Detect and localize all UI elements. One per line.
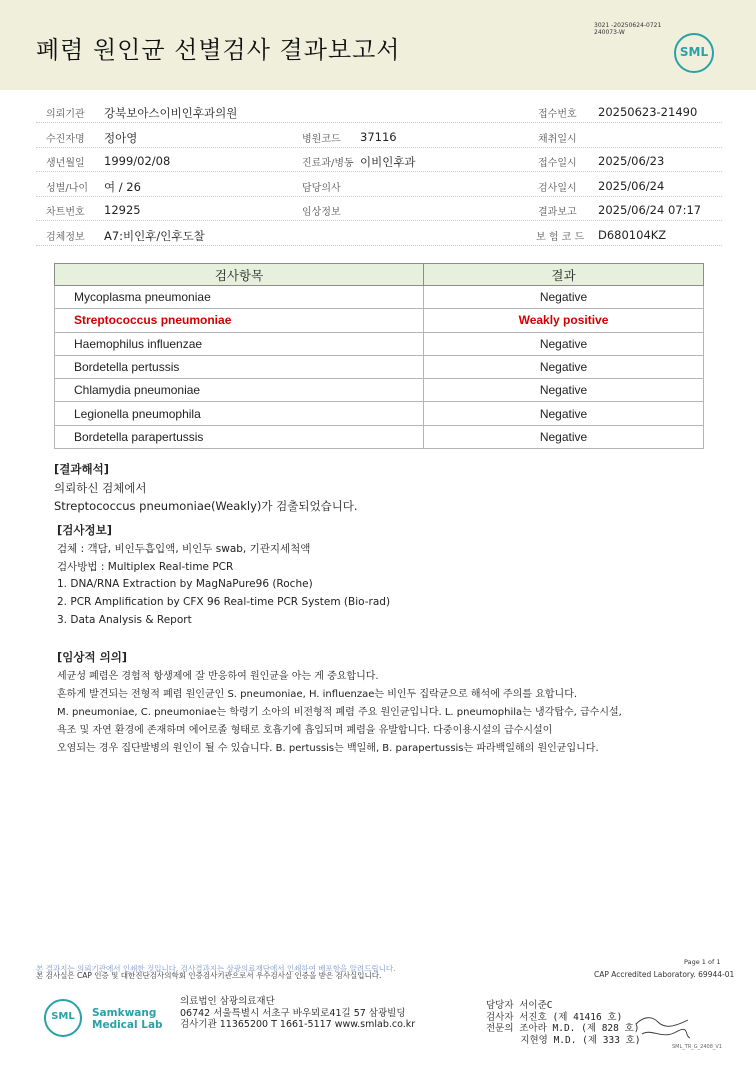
table-row-positive — [55, 309, 704, 332]
test-info-step: 2. PCR Amplification by CFX 96 Real-time PCR System (Bio-rad) — [57, 596, 391, 608]
clinical-meaning-line: 흔하게 발견되는 전형적 폐렴 원인균인 S. pneumoniae, H. influenzae는 비인두 집락균으로 해석에 주의를 요합니다. — [57, 689, 578, 700]
results-header-row — [55, 264, 704, 286]
organization-info — [180, 996, 415, 1031]
test-result: Negative — [424, 425, 704, 448]
signatory-line: 지현영 M.D. (제 333 호) — [486, 1034, 641, 1046]
report-header — [0, 0, 756, 90]
test-info-step: 3. Data Analysis & Report — [57, 614, 192, 626]
footer-notice: 본 결과지는 의뢰기관에서 인쇄한 것입니다. 검사결과지는 삼광의료재단에서 인쇄하여 배포함을 알려드립니다. — [36, 964, 396, 973]
test-result: Negative — [424, 332, 704, 355]
cap-accreditation: CAP Accredited Laboratory. 69944-01 — [594, 970, 735, 979]
info-row — [36, 197, 722, 221]
test-result: Negative — [424, 286, 704, 309]
info-row — [36, 173, 722, 197]
chart-no-value: 12925 — [104, 203, 141, 217]
birth-value: 1999/02/08 — [104, 154, 171, 168]
signatory-line: 담당자 서이준C — [486, 1000, 553, 1011]
name-label: 수진자명 — [46, 133, 85, 145]
table-row — [55, 425, 704, 448]
test-result: Weakly positive — [424, 309, 704, 332]
test-item: Mycoplasma pneumoniae — [55, 286, 424, 309]
test-result: Negative — [424, 402, 704, 425]
col-item-header: 검사항목 — [55, 264, 424, 286]
test-date-label: 검사일시 — [538, 182, 577, 194]
test-item: Chlamydia pneumoniae — [55, 379, 424, 402]
test-info-step: 1. DNA/RNA Extraction by MagNaPure96 (Roche) — [57, 578, 313, 590]
document-id-line-2: 240073-W — [594, 29, 625, 36]
specimen-label: 검체정보 — [46, 231, 85, 243]
report-date-label: 결과보고 — [538, 207, 577, 218]
hospital-code-label: 병원코드 — [302, 133, 341, 145]
samkwang-name — [92, 1007, 163, 1031]
report-date-value: 2025/06/24 07:17 — [598, 203, 702, 217]
sex-age-label: 성별/나이 — [46, 182, 89, 194]
org-name: 의료법인 삼광의료재단 — [180, 996, 275, 1007]
test-item: Legionella pneumophila — [55, 402, 424, 425]
signatory-line: 전문의 조아라 M.D. (제 828 호) — [486, 1023, 640, 1034]
institution-value: 강북보아스이비인후과의원 — [104, 106, 238, 120]
clinical-label: 임상정보 — [302, 207, 341, 218]
document-id — [594, 22, 661, 36]
table-row — [55, 286, 704, 309]
institution-label: 의뢰기관 — [46, 109, 85, 120]
receipt-no-label: 접수번호 — [538, 109, 577, 120]
chart-no-label: 차트번호 — [46, 207, 85, 218]
info-row — [36, 124, 722, 148]
hospital-code-value: 37116 — [360, 129, 397, 144]
test-item: Haemophilus influenzae — [55, 332, 424, 355]
doctor-label: 담당의사 — [302, 182, 341, 194]
test-info-method: 검사방법 : Multiplex Real-time PCR — [57, 561, 234, 573]
test-info-specimen: 검체 : 객담, 비인두흡입액, 비인두 swab, 기관지세척액 — [57, 543, 311, 555]
table-row — [55, 402, 704, 425]
receipt-date-value: 2025/06/23 — [598, 154, 665, 168]
name-value: 정아영 — [104, 130, 138, 145]
dept-value: 이비인후과 — [360, 155, 416, 169]
results-table — [54, 263, 704, 449]
dept-label: 진료과/병동 — [302, 158, 354, 169]
samkwang-name-line-2: Medical Lab — [92, 1019, 163, 1031]
test-result: Negative — [424, 355, 704, 378]
col-result-header: 결과 — [424, 264, 704, 286]
sex-age-value: 여 / 26 — [104, 179, 141, 194]
clinical-meaning-line: 오염되는 경우 집단발병의 원인이 될 수 있습니다. B. pertussis는 백일해, B. parapertussis는 파라백일해의 원인균입니다. — [57, 743, 599, 754]
footer-accreditation: 본 검사실은 CAP 인증 및 대한진단검사의학회 인증검사기관으로서 우수검사실 인증을 받은 검사실입니다. — [36, 971, 382, 980]
info-row — [36, 222, 722, 246]
clinical-meaning-line: 욕조 및 자연 환경에 존재하며 에어로졸 형태로 호흡기에 흡입되며 폐렴을 유발합니다. 다중이용시설의 급수시설이 — [57, 725, 553, 736]
form-code: SML_TR_G_2408_V1 — [672, 1044, 723, 1050]
info-row — [36, 99, 722, 123]
insurance-label: 보 험 코 드 — [536, 231, 585, 243]
receipt-date-label: 접수일시 — [538, 158, 577, 169]
document-id-line-1: 3021 -20250624-0721 — [594, 22, 662, 29]
table-row — [55, 379, 704, 402]
test-result: Negative — [424, 379, 704, 402]
info-row — [36, 148, 722, 172]
test-date-value: 2025/06/24 — [598, 178, 665, 193]
clinical-meaning-line: 세균성 폐렴은 경험적 항생제에 잘 반응하여 원인균을 아는 게 중요합니다. — [57, 671, 379, 682]
sml-logo: SML — [674, 33, 714, 73]
birth-label: 생년월일 — [46, 158, 85, 169]
samkwang-logo: SML — [44, 999, 82, 1037]
receipt-no-value: 20250623-21490 — [598, 105, 698, 119]
signature-mark — [632, 1010, 692, 1044]
clinical-meaning-title: [임상적 의의] — [57, 650, 128, 664]
test-item: Bordetella parapertussis — [55, 425, 424, 448]
page-number: Page 1 of 1 — [684, 958, 721, 966]
interpretation-line: Streptococcus pneumoniae(Weakly)가 검출되었습니다. — [54, 499, 358, 513]
org-contact: 검사기관 11365200 T 1661-5117 www.smlab.co.kr — [180, 1019, 416, 1030]
interpretation-title: [결과해석] — [54, 462, 109, 476]
clinical-meaning-line: M. pneumoniae, C. pneumoniae는 학령기 소아의 비전형적 폐렴 주요 원인균입니다. L. pneumophila는 냉각탑수, 급수시설, — [57, 707, 622, 718]
specimen-value: A7:비인후/인후도찰 — [104, 228, 205, 243]
insurance-value: D680104KZ — [598, 227, 667, 242]
interpretation-line: 의뢰하신 검체에서 — [54, 481, 147, 495]
signatories — [486, 1000, 641, 1046]
collect-date-label: 채취일시 — [538, 133, 577, 145]
table-row — [55, 332, 704, 355]
signatory-line: 검사자 서진호 (제 41416 호) — [486, 1011, 623, 1023]
report-title: 폐렴 원인균 선별검사 결과보고서 — [36, 36, 401, 64]
org-address: 06742 서울특별시 서초구 바우뫼로41길 57 삼광빌딩 — [180, 1007, 406, 1019]
samkwang-name-line-1: Samkwang — [92, 1007, 157, 1019]
table-row — [55, 355, 704, 378]
test-item: Bordetella pertussis — [55, 355, 424, 378]
test-info-title: [검사정보] — [57, 523, 112, 537]
test-item: Streptococcus pneumoniae — [55, 309, 424, 332]
